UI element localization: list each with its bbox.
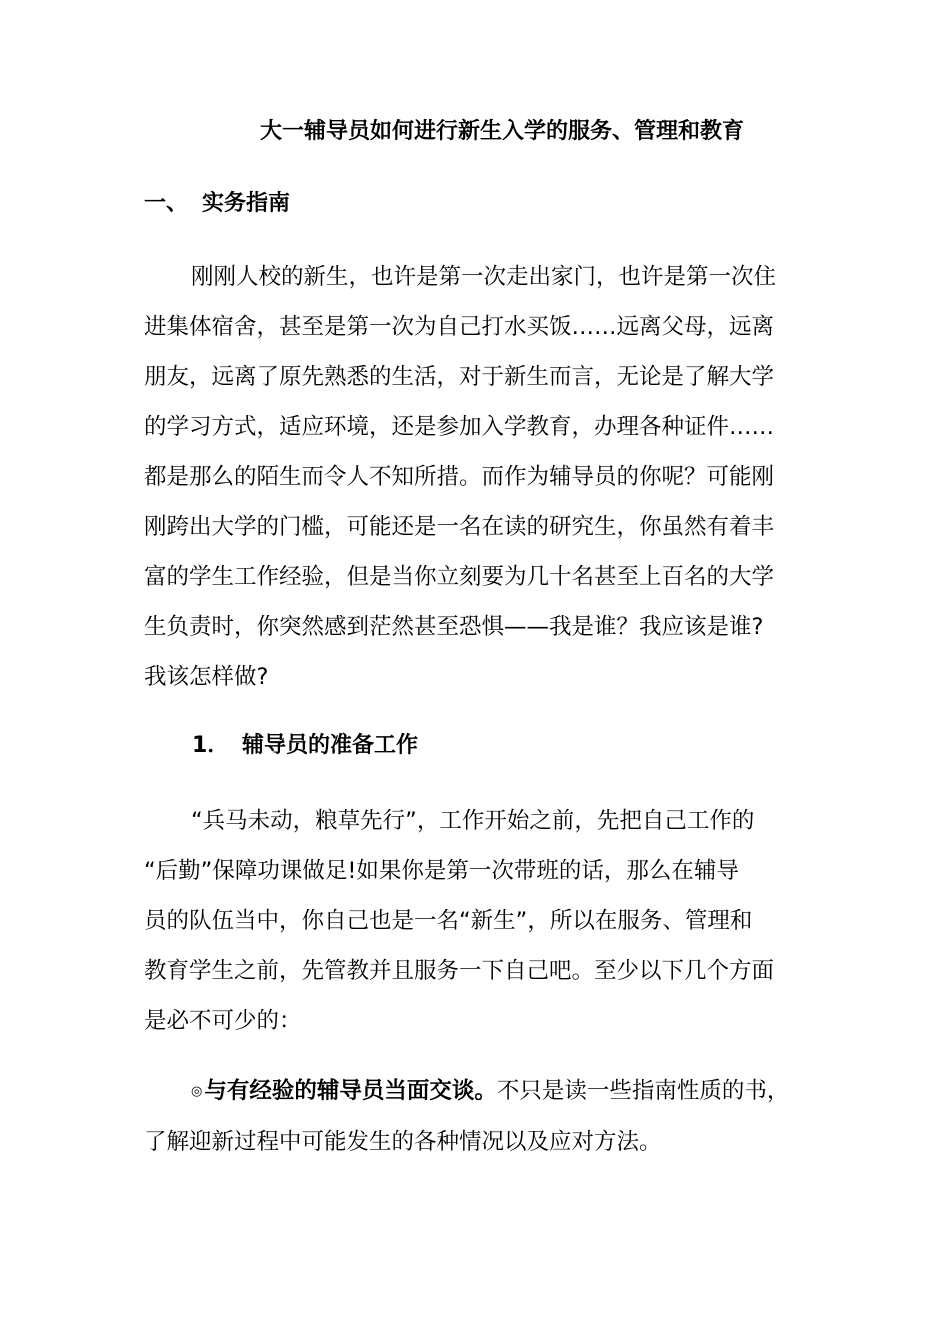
paragraph-line: 了解迎新过程中可能发生的各种情况以及应对方法。 — [144, 1129, 662, 1155]
section-heading — [144, 188, 290, 220]
paragraph-line: 的学习方式，适应环境，还是参加入学教育，办理各种证件…… — [144, 414, 775, 440]
section-number: 一、 — [144, 191, 189, 216]
document-title: 大一辅导员如何进行新生入学的服务、管理和教育 — [259, 119, 744, 144]
paragraph-line: 刚刚人校的新生，也许是第一次走出家门，也许是第一次住 — [191, 264, 777, 290]
paragraph-line: “兵马未动，粮草先行”，工作开始之前，先把自己工作的 — [191, 808, 755, 834]
paragraph-line: 教育学生之前，先管教并且服务一下自己吧。至少以下几个方面 — [144, 958, 775, 984]
paragraph-intro — [144, 252, 812, 702]
section-title: 实务指南 — [202, 191, 291, 216]
paragraph-line: 都是那么的陌生而令人不知所措。而作为辅导员的你呢？可能刚 — [144, 464, 775, 490]
paragraph-line: 富的学生工作经验，但是当你立刻要为几十名甚至上百名的大学 — [144, 564, 775, 590]
paragraph-line: 我该怎样做? — [144, 664, 269, 690]
paragraph-line: 是必不可少的： — [144, 1008, 302, 1034]
paragraph-bullet-item — [144, 1066, 812, 1167]
paragraph-line: 朋友，远离了原先熟悉的生活，对于新生而言，无论是了解大学 — [144, 364, 775, 390]
paragraph-preparation — [144, 796, 812, 1046]
subsection-title: 辅导员的准备工作 — [242, 733, 419, 758]
paragraph-line: 员的队伍当中，你自己也是一名“新生”，所以在服务、管理和 — [144, 908, 753, 934]
subsection-heading — [192, 730, 418, 762]
paragraph-line: 进集体宿舍，甚至是第一次为自己打水买饭……远离父母，远离 — [144, 314, 775, 340]
paragraph-line — [144, 1066, 812, 1117]
bold-lead-text: 与有经验的辅导员当面交谈。 — [204, 1078, 497, 1104]
paragraph-line: 刚跨出大学的门槛，可能还是一名在读的研究生，你虽然有着丰 — [144, 514, 775, 540]
paragraph-line: “后勤”保障功课做足!如果你是第一次带班的话，那么在辅导 — [144, 858, 739, 884]
paragraph-line: 生负责时，你突然感到茫然甚至恐惧——我是谁？我应该是谁? — [144, 614, 764, 640]
bullet-text: 不只是读一些指南性质的书， — [496, 1078, 790, 1104]
bullet-icon: ◎ — [191, 1084, 203, 1099]
subsection-number: 1． — [192, 733, 230, 758]
